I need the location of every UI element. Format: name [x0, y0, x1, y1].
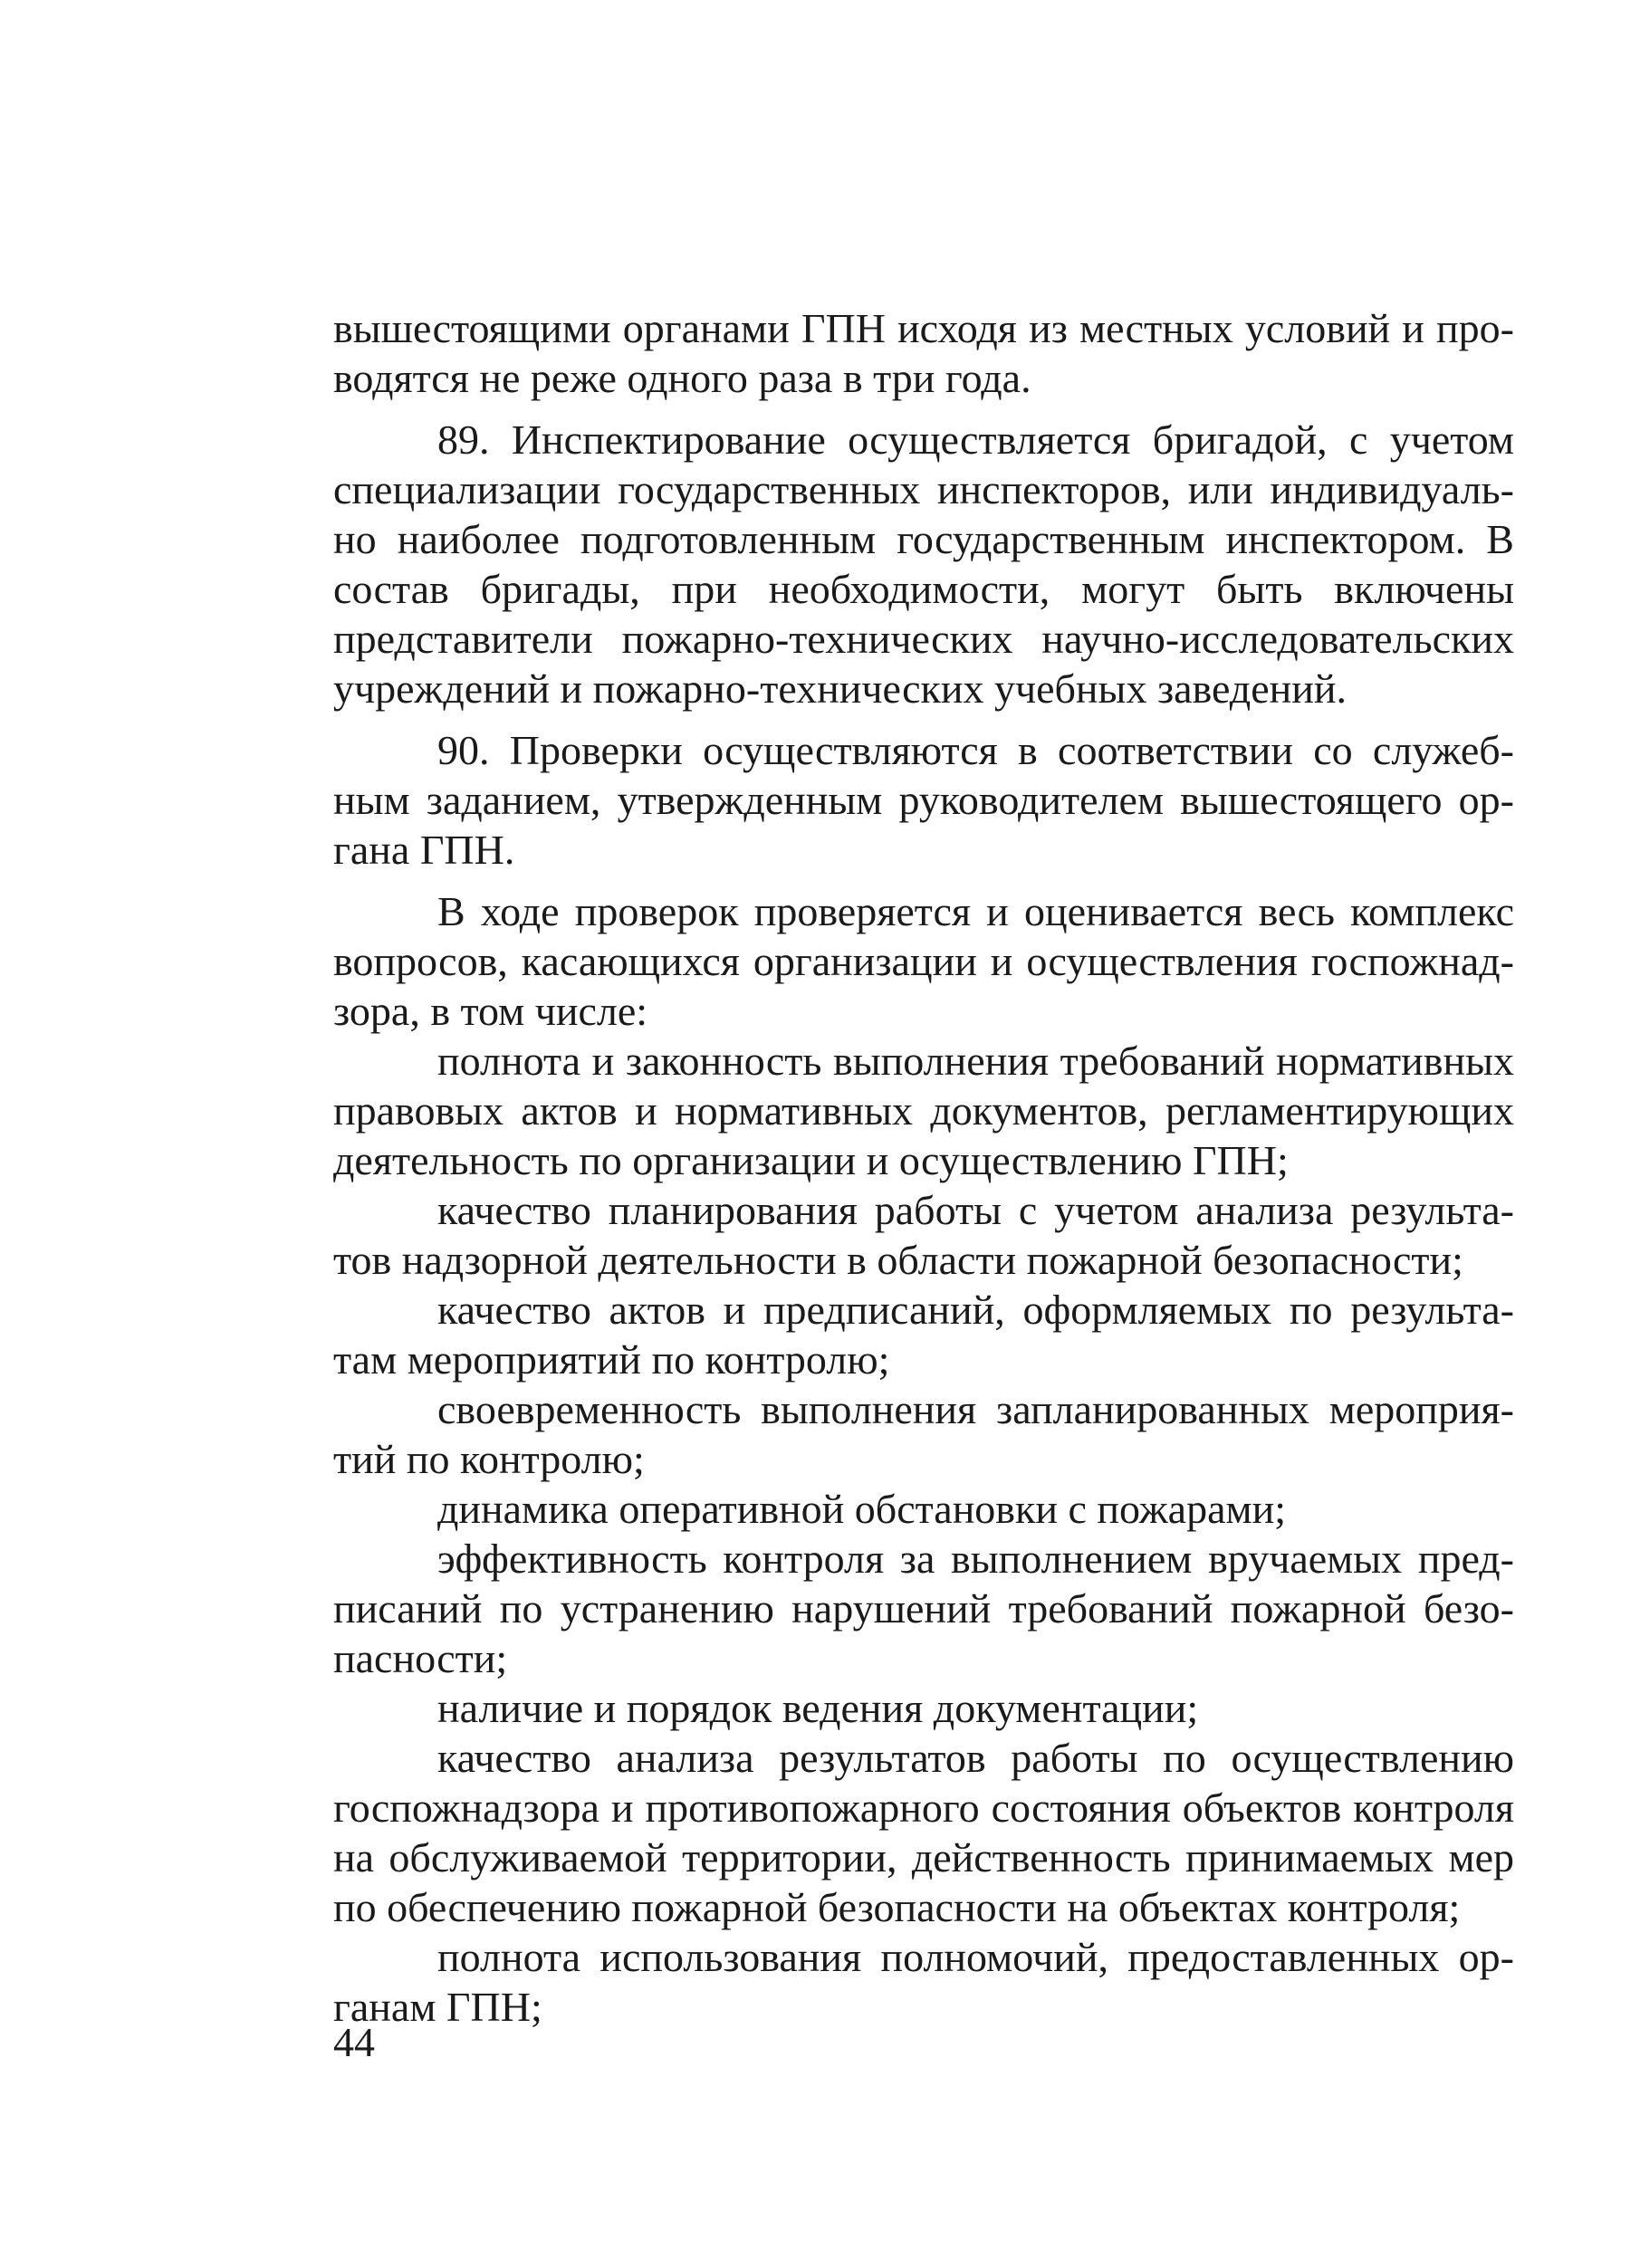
- list-item-completeness: полнота и законность выполнения требований нормативных правовых актов и нормативных документов, регламентирующих деятельность по организации и осуществлению ГПН;: [333, 1038, 1514, 1183]
- paragraph-90: 90. Проверки осуществляются в соответствии со служебным заданием, утвержденным руководителем вышестоящего органа ГПН.: [333, 727, 1514, 873]
- page-number: 44: [333, 2019, 375, 2065]
- list-item-powers-usage: полнота использования полномочий, предоставленных органам ГПН;: [333, 1934, 1514, 2030]
- paragraph-continuation: вышестоящими органами ГПН исходя из местных условий и проводятся не реже одного раза в три года.: [333, 305, 1514, 401]
- document-body: [333, 303, 1514, 2032]
- list-item-fire-dynamics: динамика оперативной обстановки с пожарами;: [437, 1486, 1287, 1532]
- list-item-control-effectiveness: эффективность контроля за выполнением вручаемых предписаний по устранению нарушений требований пожарной безопасности;: [333, 1536, 1514, 1681]
- paragraph-89: 89. Инспектирование осуществляется бригадой, с учетом специализации государственных инспекторов, или индивидуально наиболее подготовленным государственным инспектором. В состав бригады, при необходимости, могут быть включены представители пожарно-технических научно-исследовательских учреждений и пожарно-технических учебных заведений.: [333, 416, 1514, 712]
- list-item-timeliness: своевременность выполнения запланированных мероприятий по контролю;: [333, 1386, 1514, 1482]
- paragraph-checks-intro: В ходе проверок проверяется и оценивается весь комплекс вопросов, касающихся организации и осуществления госпожнадзора, в том числе:: [333, 888, 1514, 1034]
- list-item-analysis-quality: качество анализа результатов работы по осуществлению госпожнадзора и противопожарного состояния объектов контроля на обслуживаемой территории, действенность принимаемых мер по обеспечению пожарной безопасности на объектах контроля;: [333, 1735, 1514, 1930]
- list-item-documentation: наличие и порядок ведения документации;: [437, 1685, 1199, 1731]
- list-item-acts-quality: качество актов и предписаний, оформляемых по результатам мероприятий по контролю;: [333, 1287, 1514, 1383]
- list-item-planning-quality: качество планирования работы с учетом анализа результатов надзорной деятельности в области пожарной безопасности;: [333, 1187, 1514, 1283]
